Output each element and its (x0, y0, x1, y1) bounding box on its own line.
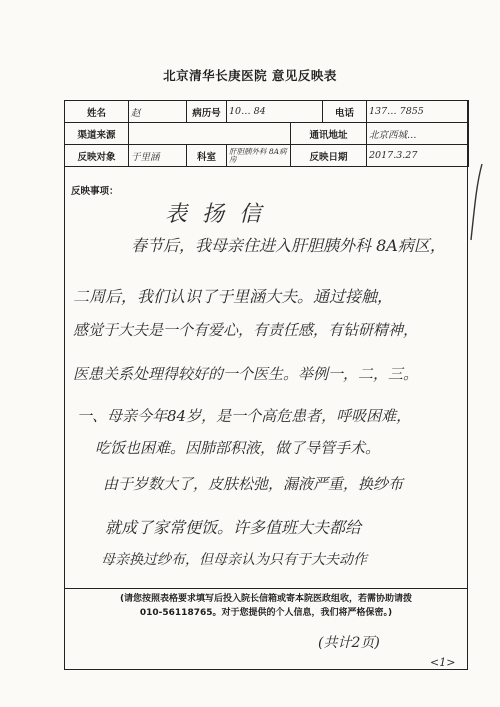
letter-line-2: 二周后，我们认识了于里涵大夫。通过接触， (73, 287, 394, 306)
total-pages-note: (共计2页) (318, 635, 380, 651)
footer-notice-line-1: (请您按照表格要求填写后投入院长信箱或寄本院医政组收，若需协助请拨 (119, 594, 413, 604)
phone-label: 电话 (323, 101, 367, 123)
record-no-label: 病历号 (187, 101, 227, 123)
date-value: 2017.3.27 (367, 145, 469, 167)
footer-notice (64, 592, 468, 620)
channel-label: 渠道来源 (65, 123, 129, 145)
footer-notice-line-2: 010-56118765。对于您提供的个人信息，我们将严格保密。) (139, 608, 393, 618)
address-label: 通讯地址 (291, 123, 367, 145)
letter-line-3: 感觉于大夫是一个有爱心，有责任感，有钻研精神， (73, 321, 419, 339)
name-label: 姓名 (65, 101, 129, 123)
letter-line-7: 由于岁数大了，皮肤松弛，漏液严重，换纱布 (103, 475, 404, 493)
info-row-1 (65, 101, 469, 123)
info-row-3 (65, 145, 469, 167)
page-number: <1> (430, 656, 456, 669)
letter-line-1: 春节后，我母亲住进入肝胆胰外科 8A病区， (131, 236, 446, 255)
patient-info-table (64, 100, 469, 167)
feedback-form (64, 100, 468, 670)
department-label: 科室 (187, 145, 227, 167)
letter-line-5: 一、母亲今年84岁，是一个高危患者，呼吸困难， (77, 407, 412, 425)
letter-line-6: 吃饭也困难。因肺部积液，做了导管手术。 (95, 439, 381, 457)
date-label: 反映日期 (291, 145, 367, 167)
letter-line-8: 就成了家常便饭。许多值班大夫都给 (105, 518, 362, 537)
letter-line-9: 母亲换过纱布，但母亲认为只有于大夫动作 (101, 552, 367, 568)
address-value: 北京西城… (367, 123, 469, 145)
info-row-2 (65, 123, 469, 145)
target-value: 于里涵 (129, 145, 187, 167)
form-title: 北京清华长庚医院 意见反映表 (163, 68, 337, 83)
name-value: 赵 (129, 101, 187, 123)
channel-value (129, 123, 291, 145)
target-label: 反映对象 (65, 145, 129, 167)
letter-heading: 表 扬 信 (165, 202, 265, 227)
record-no-value: 10… 84 (227, 101, 323, 123)
footer-divider (64, 588, 468, 589)
department-value: 肝胆胰外科 8A病房 (227, 145, 291, 167)
phone-value: 137… 7855 (367, 101, 469, 123)
content-label: 反映事项： (71, 186, 119, 197)
letter-line-4: 医患关系处理得较好的一个医生。举例一，二，三。 (73, 365, 419, 383)
